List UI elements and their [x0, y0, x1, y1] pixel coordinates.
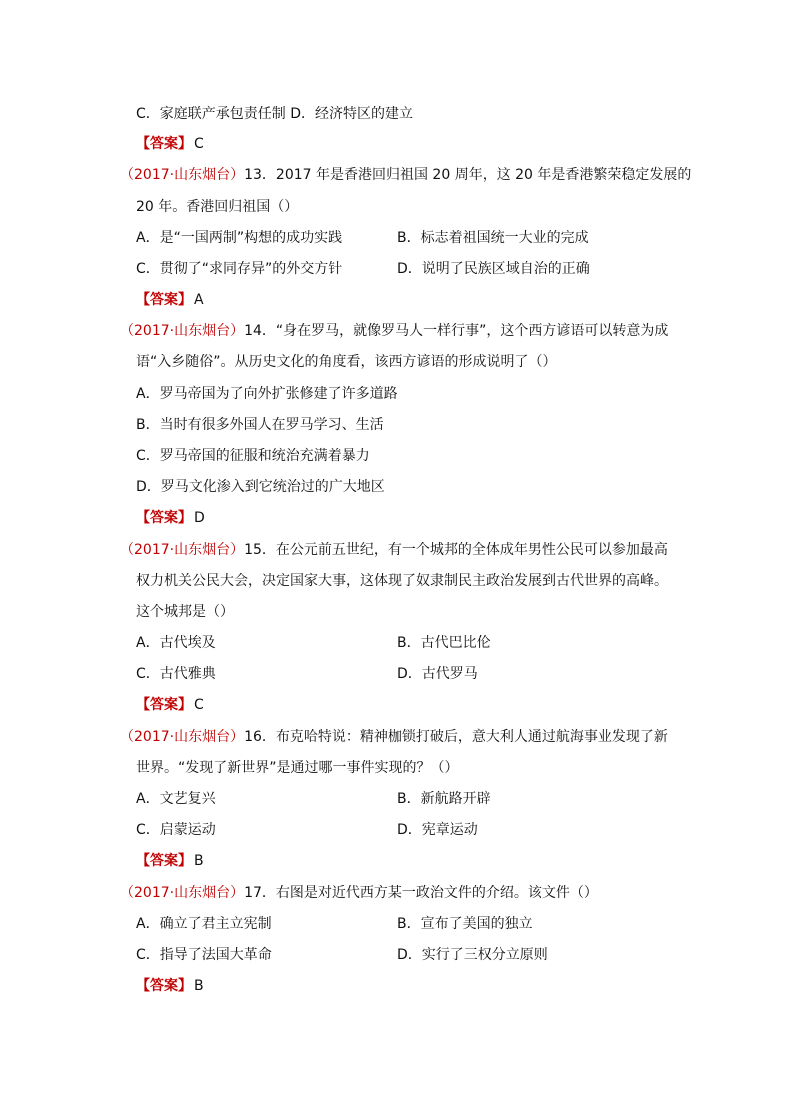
answer-value: D	[194, 510, 205, 526]
q15-stem-line-2: 权力机关公民大会，决定国家大事，这体现了奴隶制民主政治发展到古代世界的高峰。	[136, 573, 668, 589]
q16-answer	[136, 851, 204, 871]
q15-option-d: D．古代罗马	[397, 666, 478, 682]
q13-stem-line-2: 20 年。香港回归祖国（）	[136, 199, 299, 215]
q14-option-b: B．当时有很多外国人在罗马学习、生活	[136, 417, 384, 433]
q14-option-c: C．罗马帝国的征服和统治充满着暴力	[136, 448, 370, 464]
q17-option-c: C．指导了法国大革命	[136, 947, 272, 963]
q17-option-a: A．确立了君主立宪制	[136, 916, 272, 932]
q14-stem-line-1	[120, 321, 668, 341]
answer-value: B	[194, 853, 204, 869]
q13-answer	[136, 290, 204, 310]
q17-option-b: B．宣布了美国的独立	[397, 916, 533, 932]
answer-label: 【答案】	[136, 292, 192, 308]
q16-option-b: B．新航路开辟	[397, 791, 491, 807]
answer-value: C	[194, 136, 204, 152]
question-source: （2017·山东烟台）	[120, 885, 245, 901]
q15-option-a: A．古代埃及	[136, 635, 216, 651]
q13-stem-line-1	[120, 165, 691, 185]
q14-option-d: D．罗马文化渗入到它统治过的广大地区	[136, 479, 385, 495]
question-source: （2017·山东烟台）	[120, 729, 245, 745]
question-stem: 14．“身在罗马，就像罗马人一样行事”，这个西方谚语可以转意为成	[244, 323, 669, 339]
q16-option-c: C．启蒙运动	[136, 822, 216, 838]
answer-label: 【答案】	[136, 978, 192, 994]
answer-value: B	[194, 978, 204, 994]
q12-options-line: C．家庭联产承包责任制 D．经济特区的建立	[136, 106, 414, 122]
question-stem: 17．右图是对近代西方某一政治文件的介绍。该文件（）	[244, 885, 598, 901]
answer-label: 【答案】	[136, 853, 192, 869]
answer-value: A	[194, 292, 204, 308]
q15-stem-line-1	[120, 540, 668, 560]
q17-option-d: D．实行了三权分立原则	[397, 947, 548, 963]
question-stem: 16．布克哈特说：精神枷锁打破后，意大利人通过航海事业发现了新	[244, 729, 668, 745]
q13-option-c: C．贯彻了“求同存异”的外交方针	[136, 261, 343, 277]
q16-option-d: D．宪章运动	[397, 822, 478, 838]
q13-option-a: A．是“一国两制”构想的成功实践	[136, 230, 343, 246]
answer-value: C	[194, 697, 204, 713]
q13-option-d: D．说明了民族区域自治的正确	[397, 261, 590, 277]
question-source: （2017·山东烟台）	[120, 323, 245, 339]
q17-stem-line-1	[120, 883, 598, 903]
question-stem: 13．2017 年是香港回归祖国 20 周年，这 20 年是香港繁荣稳定发展的	[244, 167, 692, 183]
q16-option-a: A．文艺复兴	[136, 791, 216, 807]
q15-answer	[136, 695, 204, 715]
q14-answer	[136, 508, 205, 528]
q15-option-b: B．古代巴比伦	[397, 635, 491, 651]
q14-option-a: A．罗马帝国为了向外扩张修建了许多道路	[136, 386, 398, 402]
q15-option-c: C．古代雅典	[136, 666, 216, 682]
q16-stem-line-2: 世界。“发现了新世界”是通过哪一事件实现的？（）	[136, 760, 459, 776]
question-source: （2017·山东烟台）	[120, 167, 245, 183]
q13-option-b: B．标志着祖国统一大业的完成	[397, 230, 589, 246]
q17-answer	[136, 976, 204, 996]
answer-label: 【答案】	[136, 510, 192, 526]
question-stem: 15．在公元前五世纪，有一个城邦的全体成年男性公民可以参加最高	[244, 542, 668, 558]
q16-stem-line-1	[120, 727, 668, 747]
answer-label: 【答案】	[136, 697, 192, 713]
q15-stem-line-3: 这个城邦是（）	[136, 604, 234, 620]
q12-answer	[136, 134, 204, 154]
question-source: （2017·山东烟台）	[120, 542, 245, 558]
q14-stem-line-2: 语“入乡随俗”。从历史文化的角度看，该西方谚语的形成说明了（）	[136, 354, 557, 370]
answer-label: 【答案】	[136, 136, 192, 152]
